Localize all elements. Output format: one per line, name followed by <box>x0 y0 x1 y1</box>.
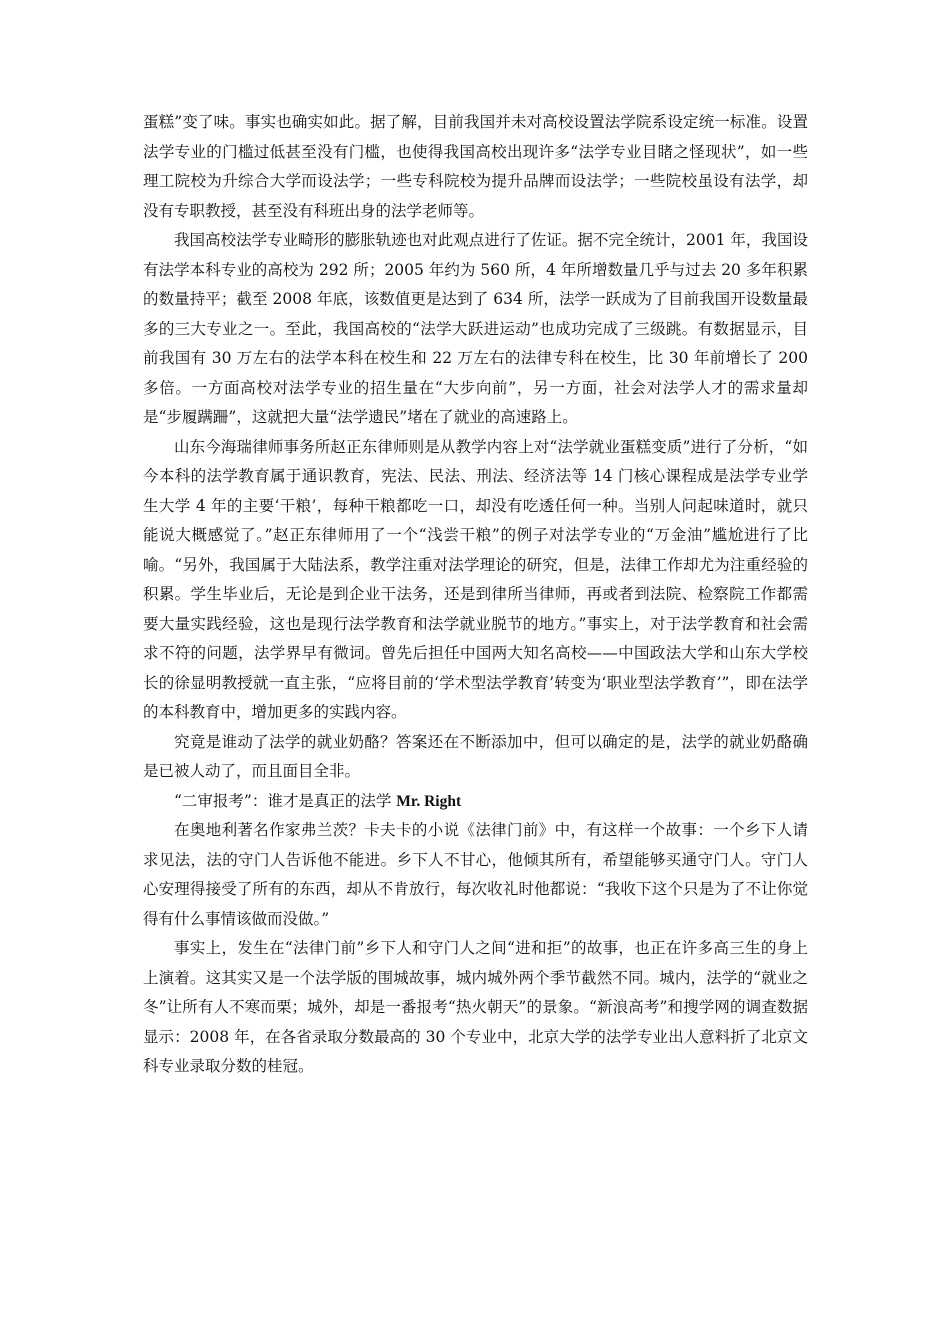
paragraph-2: 我国高校法学专业畸形的膨胀轨迹也对此观点进行了佐证。据不完全统计，2001 年，我国设有法学本科专业的高校为 292 所；2005 年约为 560 所，4 年所增数量几乎与过去 20 多年积累的数量持平；截至 2008 年底，该数值更是达到了 634 所，法学一跃成为了目前我国开设数量最多的三大专业之一。至此，我国高校的“法学大跃进运动”也成功完成了三级跳。有数据显示，目前我国有 30 万左右的法学本科在校生和 22 万左右的法律专科在校生，比 30 年前增长了 200 多倍。一方面高校对法学专业的招生量在“大步向前”，另一方面，社会对法学人才的需求量却是“步履蹒跚”，这就把大量“法学遗民”堵在了就业的高速路上。 <box>143 231 808 426</box>
section-heading <box>143 787 808 817</box>
paragraph-6: 事实上，发生在“法律门前”乡下人和守门人之间“进和拒”的故事，也正在许多高三生的身上上演着。这其实又是一个法学版的围城故事，城内城外两个季节截然不同。城内，法学的“就业之冬”让所有人不寒而栗；城外，却是一番报考“热火朝天”的景象。“新浪高考”和搜学网的调查数据显示：2008 年，在各省录取分数最高的 30 个专业中，北京大学的法学专业出人意料折了北京文科专业录取分数的桂冠。 <box>143 939 808 1075</box>
paragraph-1: 蛋糕”变了味。事实也确实如此。据了解，目前我国并未对高校设置法学院系设定统一标准。设置法学专业的门槛过低甚至没有门槛，也使得我国高校出现许多“法学专业目睹之怪现状”，如一些理工院校为升综合大学而设法学；一些专科院校为提升品牌而设法学；一些院校虽设有法学，却没有专职教授，甚至没有科班出身的法学老师等。 <box>143 113 808 220</box>
document-page <box>143 108 808 1082</box>
section-heading-english: Mr. Right <box>396 792 462 810</box>
paragraph-3: 山东今海瑞律师事务所赵正东律师则是从教学内容上对“法学就业蛋糕变质”进行了分析，“如今本科的法学教育属于通识教育，宪法、民法、刑法、经济法等 14 门核心课程成是法学专业学生大学 4 年的主要‘干粮’，每种干粮都吃一口，却没有吃透任何一种。当别人问起味道时，就只能说大概感觉了。”赵正东律师用了一个“浅尝干粮”的例子对法学专业的“万金油”尴尬进行了比喻。“另外，我国属于大陆法系，教学注重对法学理论的研究，但是，法律工作却尤为注重经验的积累。学生毕业后，无论是到企业干法务，还是到律所当律师，再或者到法院、检察院工作都需要大量实践经验，这也是现行法学教育和法学就业脱节的地方。”事实上，对于法学教育和社会需求不符的问题，法学界早有微词。曾先后担任中国两大知名高校——中国政法大学和山东大学校长的徐显明教授就一直主张，“应将目前的‘学术型法学教育’转变为‘职业型法学教育’”，即在法学的本科教育中，增加更多的实践内容。 <box>143 437 808 721</box>
paragraph-5: 在奥地利著名作家弗兰茨？卡夫卡的小说《法律门前》中，有这样一个故事：一个乡下人请求见法，法的守门人告诉他不能进。乡下人不甘心，他倾其所有，希望能够买通守门人。守门人心安理得接受了所有的东西，却从不肯放行，每次收礼时他都说：“我收下这个只是为了不让你觉得有什么事情该做而没做。” <box>143 821 808 928</box>
paragraph-4: 究竟是谁动了法学的就业奶酪？答案还在不断添加中，但可以确定的是，法学的就业奶酪确是已被人动了，而且面目全非。 <box>143 732 808 780</box>
section-heading-text: “二审报考”：谁才是真正的法学 <box>174 791 397 810</box>
